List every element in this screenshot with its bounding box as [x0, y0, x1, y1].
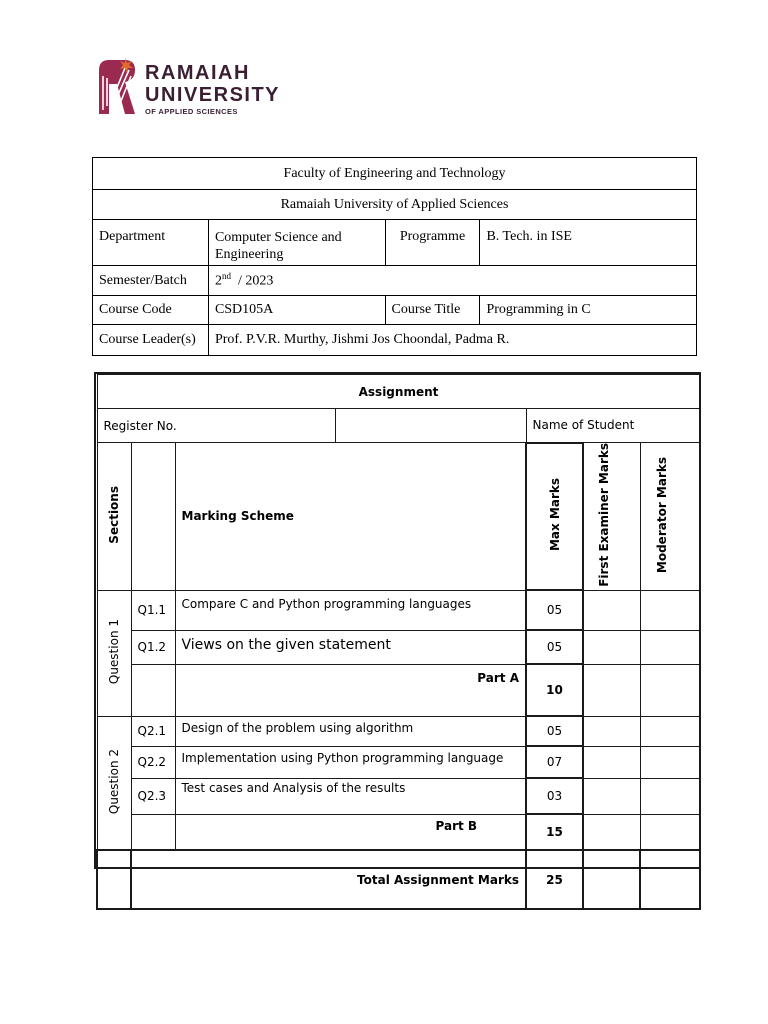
q1-2-first-examiner[interactable] — [583, 630, 640, 664]
total-first-examiner[interactable] — [583, 850, 640, 909]
assignment-title: Assignment — [97, 375, 700, 409]
course-leader-value: Prof. P.V.R. Murthy, Jishmi Jos Choondal, Padma R. — [208, 325, 696, 356]
logo-wordmark — [145, 62, 280, 117]
question-id-header — [131, 443, 175, 591]
part-b-blank — [131, 814, 175, 850]
register-no-field[interactable] — [335, 409, 526, 443]
part-b-max: 15 — [526, 814, 583, 850]
q1-1-first-examiner[interactable] — [583, 590, 640, 630]
q1-2-desc: Views on the given statement — [175, 630, 526, 664]
programme-label: Programme — [385, 220, 480, 266]
logo-line-1: RAMAIAH — [145, 62, 250, 84]
semester-value — [208, 266, 696, 296]
semester-number: 2 — [214, 273, 222, 289]
q2-2-max: 07 — [526, 746, 583, 778]
semester-label: Semester/Batch — [93, 266, 209, 296]
max-marks-header: Max Marks — [526, 443, 583, 591]
part-a-first-examiner[interactable] — [583, 664, 640, 716]
q2-2-id: Q2.2 — [131, 746, 175, 778]
part-b-moderator[interactable] — [640, 814, 700, 850]
q2-2-moderator[interactable] — [640, 746, 700, 778]
course-title-value: Programming in C — [480, 296, 697, 325]
q1-2-max: 05 — [526, 630, 583, 664]
logo-line-2: UNIVERSITY — [145, 84, 281, 106]
q2-3-moderator[interactable] — [640, 778, 700, 814]
university-logo — [95, 56, 295, 122]
part-a-moderator[interactable] — [640, 664, 700, 716]
sections-header: Sections — [97, 443, 131, 591]
q2-1-max: 05 — [526, 716, 583, 746]
programme-value: B. Tech. in ISE — [480, 220, 697, 266]
semester-suffix: nd — [221, 271, 231, 282]
q2-3-desc: Test cases and Analysis of the results — [175, 778, 526, 814]
assignment-marking-table — [96, 374, 701, 910]
q2-2-desc: Implementation using Python programming language — [175, 746, 526, 778]
course-title-label: Course Title — [385, 296, 480, 325]
question-2-label: Question 2 — [97, 716, 131, 850]
total-max: 25 — [526, 850, 583, 909]
ramaiah-logo-mark-icon — [95, 56, 139, 118]
faculty-name: Faculty of Engineering and Technology — [93, 158, 697, 190]
department-value: Computer Science and Engineering — [208, 220, 385, 266]
q1-1-id: Q1.1 — [131, 590, 175, 630]
q2-1-id: Q2.1 — [131, 716, 175, 746]
department-label: Department — [93, 220, 209, 266]
marking-scheme-header: Marking Scheme — [175, 443, 526, 591]
register-no-label: Register No. — [97, 409, 335, 443]
part-a-max: 10 — [526, 664, 583, 716]
q1-1-moderator[interactable] — [640, 590, 700, 630]
q2-3-id: Q2.3 — [131, 778, 175, 814]
part-a-label: Part A — [175, 664, 526, 716]
logo-line-3: OF APPLIED SCIENCES — [145, 107, 238, 116]
q2-1-desc: Design of the problem using algorithm — [175, 716, 526, 746]
course-code-value: CSD105A — [208, 296, 385, 325]
question-1-label: Question 1 — [97, 590, 131, 716]
total-label: Total Assignment Marks — [131, 850, 526, 909]
q1-2-moderator[interactable] — [640, 630, 700, 664]
q2-3-max: 03 — [526, 778, 583, 814]
course-code-label: Course Code — [93, 296, 209, 325]
semester-batch: / 2023 — [230, 273, 274, 289]
q1-2-id: Q1.2 — [131, 630, 175, 664]
moderator-header: Moderator Marks — [640, 443, 700, 591]
total-moderator[interactable] — [640, 850, 700, 909]
q1-1-desc: Compare C and Python programming languages — [175, 590, 526, 630]
q2-1-moderator[interactable] — [640, 716, 700, 746]
part-b-label: Part B — [175, 814, 526, 850]
course-info-table — [92, 157, 697, 356]
q1-1-max: 05 — [526, 590, 583, 630]
part-a-blank — [131, 664, 175, 716]
q2-1-first-examiner[interactable] — [583, 716, 640, 746]
total-section-blank — [97, 850, 131, 909]
part-b-first-examiner[interactable] — [583, 814, 640, 850]
course-leader-label: Course Leader(s) — [93, 325, 209, 356]
q2-3-first-examiner[interactable] — [583, 778, 640, 814]
university-name: Ramaiah University of Applied Sciences — [93, 190, 697, 220]
q2-2-first-examiner[interactable] — [583, 746, 640, 778]
student-name-label: Name of Student — [526, 409, 700, 443]
assignment-table-frame — [94, 372, 701, 887]
first-examiner-header: First Examiner Marks — [583, 443, 640, 591]
